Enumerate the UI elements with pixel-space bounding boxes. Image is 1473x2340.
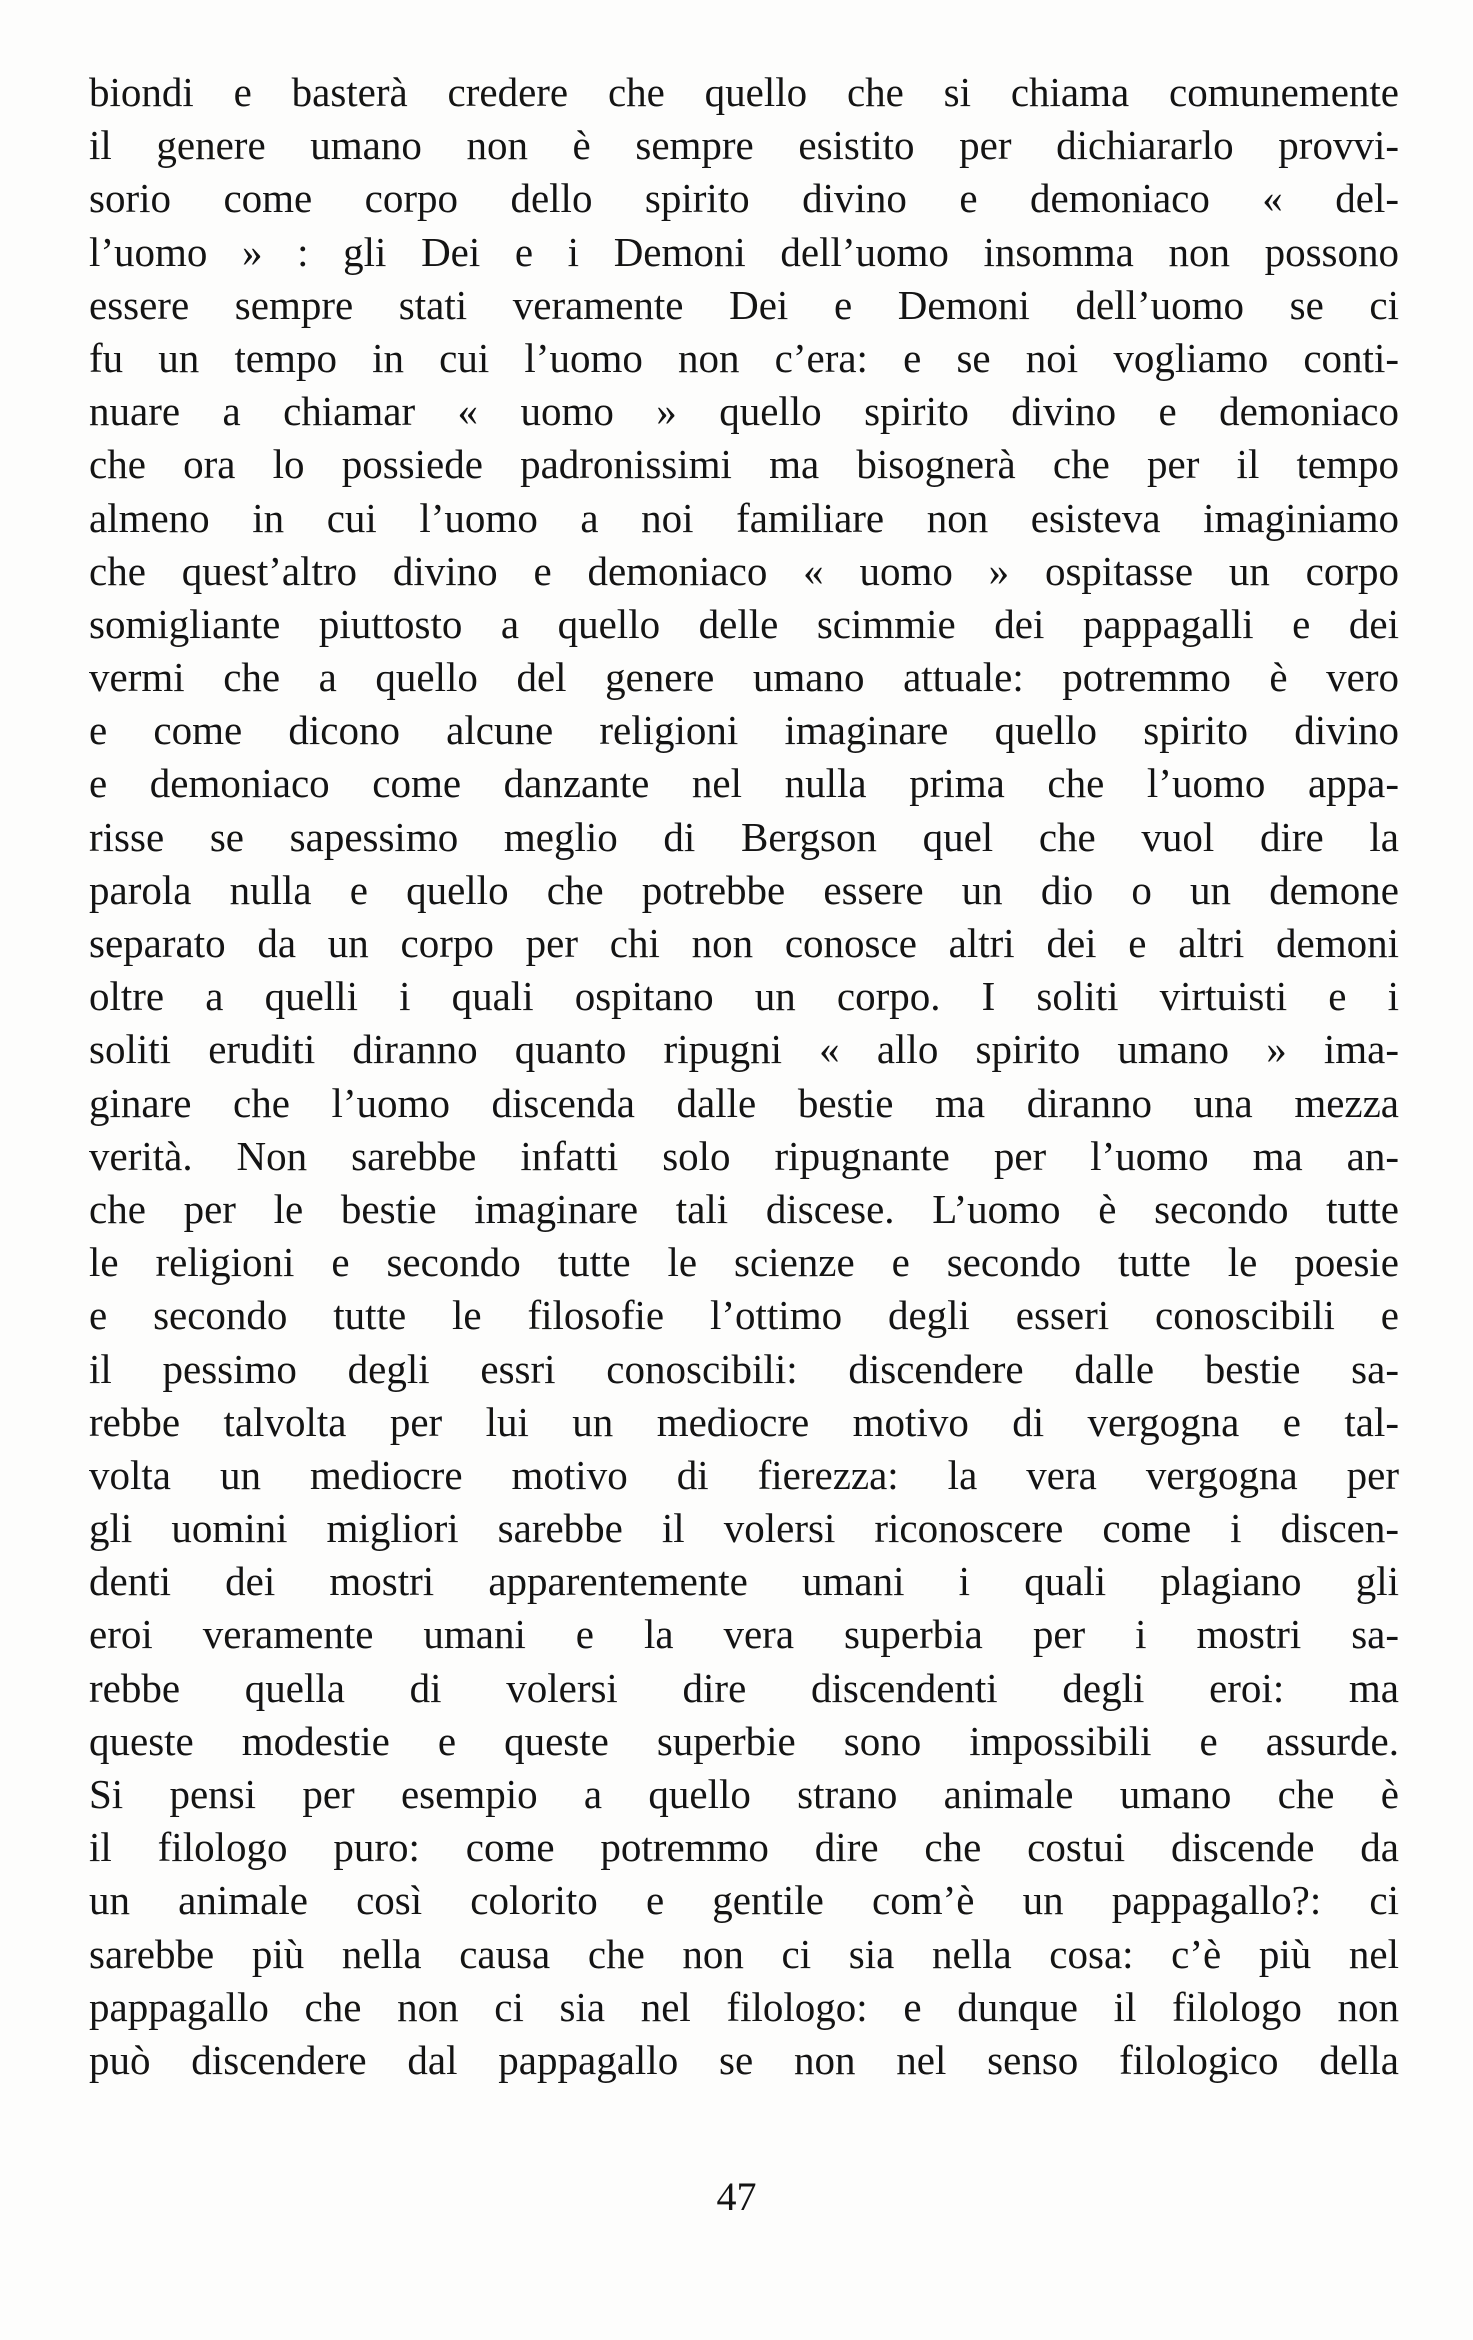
text-line: l’uomo » : gli Dei e i Demoni dell’uomo insomma non possono [89, 228, 1399, 275]
text-line: Si pensi per esempio a quello strano animale umano che è [89, 1771, 1399, 1817]
text-line: soliti eruditi diranno quanto ripugni « allo spirito umano » ima- [89, 1026, 1399, 1073]
text-line: sarebbe più nella causa che non ci sia nella cosa: c’è più nel [89, 1930, 1399, 1977]
text-line: somigliante piuttosto a quello delle scimmie dei pappagalli e dei [89, 600, 1399, 647]
text-line: le religioni e secondo tutte le scienze e secondo tutte le poesie [89, 1239, 1399, 1286]
text-line: queste modestie e queste superbie sono impossibili e assurde. [89, 1717, 1399, 1764]
text-line: rebbe talvolta per lui un mediocre motivo di vergogna e tal- [89, 1398, 1399, 1445]
text-line: ginare che l’uomo discenda dalle bestie ma diranno una mezza [89, 1079, 1399, 1126]
text-line: volta un mediocre motivo di fierezza: la vera vergogna per [89, 1451, 1399, 1498]
text-line: un animale così colorito e gentile com’è un pappagallo?: ci [89, 1877, 1399, 1924]
text-line: e come dicono alcune religioni imaginare quello spirito divino [89, 707, 1399, 754]
text-line: il genere umano non è sempre esistito per dichiararlo provvi- [89, 122, 1399, 169]
text-line: sorio come corpo dello spirito divino e demoniaco « del- [89, 175, 1399, 222]
text-line: il filologo puro: come potremmo dire che costui discende da [89, 1824, 1399, 1871]
body-text [89, 66, 1399, 2087]
text-line: e demoniaco come danzante nel nulla prima che l’uomo appa- [89, 760, 1399, 807]
text-line: verità. Non sarebbe infatti solo ripugnante per l’uomo ma an- [89, 1132, 1399, 1179]
page-number: 47 [716, 2174, 757, 2219]
text-line: pappagallo che non ci sia nel filologo: e dunque il filologo non [89, 1983, 1399, 2030]
text-line: essere sempre stati veramente Dei e Demoni dell’uomo se ci [89, 281, 1399, 328]
text-line: risse se sapessimo meglio di Bergson quel che vuol dire la [89, 813, 1399, 860]
text-line: rebbe quella di volersi dire discendenti degli eroi: ma [89, 1664, 1399, 1711]
text-line: biondi e basterà credere che quello che si chiama comunemente [89, 69, 1399, 115]
text-line: che per le bestie imaginare tali discese. L’uomo è secondo tutte [89, 1185, 1399, 1232]
text-line: fu un tempo in cui l’uomo non c’era: e se noi vogliamo conti- [89, 334, 1399, 381]
text-line: vermi che a quello del genere umano attuale: potremmo è vero [89, 654, 1399, 701]
text-line: gli uomini migliori sarebbe il volersi riconoscere come i discen- [89, 1505, 1399, 1552]
text-line: almeno in cui l’uomo a noi familiare non esisteva imaginiamo [89, 494, 1399, 541]
text-line: e secondo tutte le filosofie l’ottimo degli esseri conoscibili e [89, 1292, 1399, 1339]
text-line: denti dei mostri apparentemente umani i quali plagiano gli [89, 1558, 1399, 1605]
text-line: può discendere dal pappagallo se non nel senso filologico della [89, 2036, 1399, 2083]
text-line: eroi veramente umani e la vera superbia per i mostri sa- [89, 1611, 1399, 1658]
text-line: il pessimo degli essri conoscibili: discendere dalle bestie sa- [89, 1345, 1399, 1392]
text-line: che quest’altro divino e demoniaco « uomo » ospitasse un corpo [89, 547, 1399, 594]
text-line: oltre a quelli i quali ospitano un corpo. I soliti virtuisti e i [89, 973, 1399, 1020]
text-line: che ora lo possiede padronissimi ma bisognerà che per il tempo [89, 441, 1399, 488]
text-line: separato da un corpo per chi non conosce altri dei e altri demoni [89, 920, 1399, 966]
text-line: nuare a chiamar « uomo » quello spirito divino e demoniaco [89, 388, 1399, 435]
text-line: parola nulla e quello che potrebbe essere un dio o un demone [89, 866, 1399, 913]
